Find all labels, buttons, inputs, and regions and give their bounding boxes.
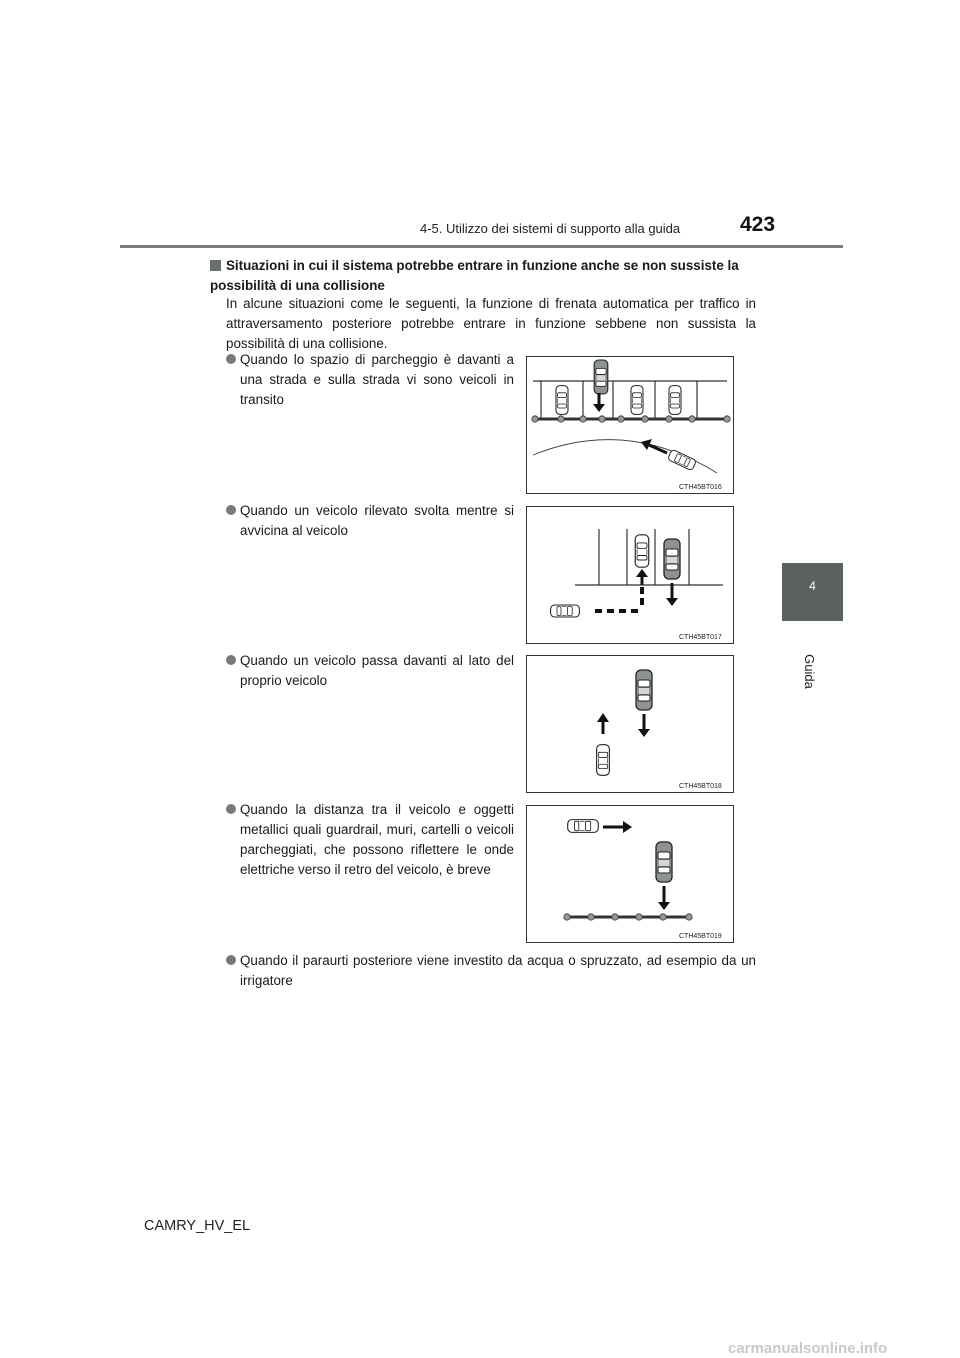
list-item <box>226 800 514 880</box>
section-heading <box>210 256 758 296</box>
illustration-svg <box>527 806 733 942</box>
document-code: CAMRY_HV_EL <box>144 1218 251 1234</box>
page-number: 423 <box>740 213 776 236</box>
bullet-icon <box>226 804 236 814</box>
watermark: carmanualsonline.info <box>728 1340 888 1357</box>
figure-metal-objects <box>526 805 734 943</box>
list-item <box>226 501 514 541</box>
list-item <box>226 350 514 410</box>
list-item-text: Quando un veicolo rilevato svolta mentre si avvicina al veicolo <box>240 503 514 538</box>
list-item-text: Quando il paraurti posteriore viene investito da acqua o spruzzato, ad esempio da un irrigatore <box>240 953 756 988</box>
illustration-svg <box>527 357 733 493</box>
chapter-number: 4 <box>809 579 816 593</box>
list-item-text: Quando la distanza tra il veicolo e oggetti metallici quali guardrail, muri, cartelli o veicoli parcheggiati, che possono riflettere le onde elettriche verso il retro del veicolo, è breve <box>240 802 514 877</box>
figure-code: CTH45BT017 <box>679 634 722 641</box>
illustration-svg <box>527 507 733 643</box>
bullet-icon <box>226 354 236 364</box>
figure-passing-vehicle <box>526 655 734 793</box>
list-item-text: Quando lo spazio di parcheggio è davanti a una strada e sulla strada vi sono veicoli in transito <box>240 352 514 407</box>
chapter-label <box>800 650 830 690</box>
header-rule <box>120 245 843 248</box>
figure-code: CTH45BT018 <box>679 783 722 790</box>
list-item-text: Quando un veicolo passa davanti al lato del proprio veicolo <box>240 653 514 688</box>
bullet-icon <box>226 955 236 965</box>
square-bullet-icon <box>210 260 221 271</box>
section-heading-text: Situazioni in cui il sistema potrebbe entrare in funzione anche se non sussiste la possibilità di una collisione <box>210 258 739 293</box>
section-intro: In alcune situazioni come le seguenti, la funzione di frenata automatica per traffico in attraversamento posteriore potrebbe entrare in funzione sebbene non sussista la possibilità di una collisione. <box>226 296 756 351</box>
illustration-svg <box>527 656 733 792</box>
chapter-label-text: Guida <box>801 654 817 689</box>
figure-code: CTH45BT019 <box>679 933 722 940</box>
list-item <box>226 951 756 991</box>
bullet-icon <box>226 655 236 665</box>
bullet-icon <box>226 505 236 515</box>
list-item <box>226 651 514 691</box>
chapter-tab[interactable] <box>782 563 843 621</box>
figure-code: CTH45BT016 <box>679 484 722 491</box>
figure-turning-vehicle <box>526 506 734 644</box>
header-title: 4-5. Utilizzo dei sistemi di supporto alla guida <box>420 221 681 236</box>
figure-parking-road <box>526 356 734 494</box>
